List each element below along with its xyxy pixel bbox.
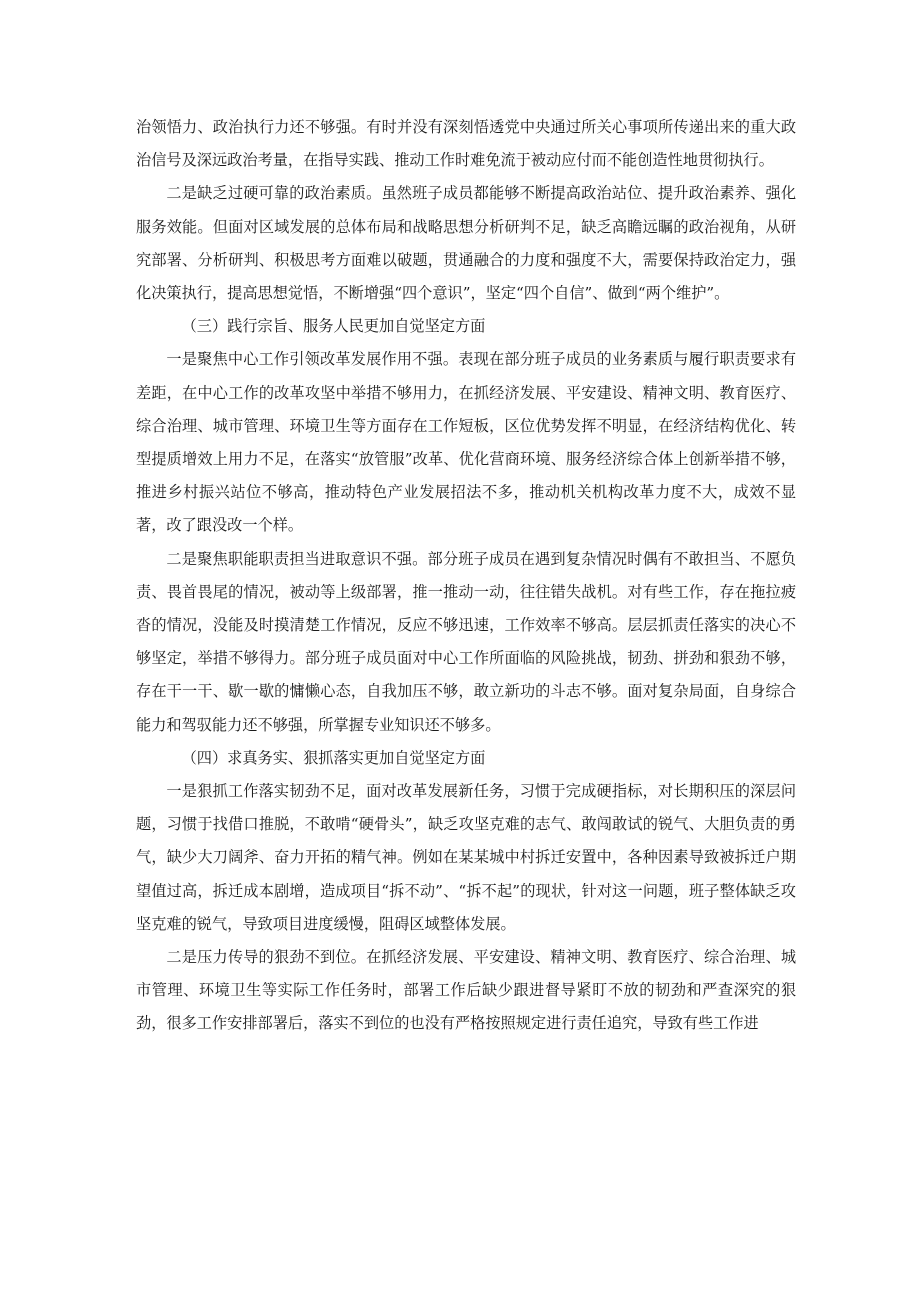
document-body [136,111,796,1041]
paragraph-continued: 治领悟力、政治执行力还不够强。有时并没有深刻悟透党中央通过所关心事项所传递出来的重大政治信号及深远政治考量，在指导实践、推动工作时难免流于被动应付而不能创造性地贯彻执行。 [136,118,796,170]
paragraph-responsibility: 二是聚焦职能职责担当进取意识不强。部分班子成员在遇到复杂情况时偶有不敢担当、不愿负责、畏首畏尾的情况，被动等上级部署，推一推动一动，往往错失战机。对有些工作，存在拖拉疲沓的情况，没能及时摸清楚工作情况，反应不够迅速，工作效率不够高。层层抓责任落实的决心不够坚定，举措不够得力。部分班子成员面对中心工作所面临的风险挑战，韧劲、拼劲和狠劲不够，存在干一干、歇一歇的慵懒心态，自我加压不够，敢立新功的斗志不够。面对复杂局面，自身综合能力和驾驭能力还不够强，所掌握专业知识还不够多。 [136,549,796,734]
paragraph-reform-focus: 一是聚焦中心工作引领改革发展作用不强。表现在部分班子成员的业务素质与履行职责要求有差距，在中心工作的改革攻坚中举措不够用力，在抓经济发展、平安建设、精神文明、教育医疗、综合治理、城市管理、环境卫生等方面存在工作短板，区位优势发挥不明显，在经济结构优化、转型提质增效上用力不足，在落实“放管服”改革、优化营商环境、服务经济综合体上创新举措不够，推进乡村振兴站位不够高，推动特色产业发展招法不多，推动机关机构改革力度不大，成效不显著，改了跟没改一个样。 [136,350,796,535]
paragraph-political-quality: 二是缺乏过硬可靠的政治素质。虽然班子成员都能够不断提高政治站位、提升政治素养、强化服务效能。但面对区域发展的总体布局和战略思想分析研判不足，缺乏高瞻远瞩的政治视角，从研究部署、分析研判、积极思考方面难以破题，贯通融合的力度和强度不大，需要保持政治定力，强化决策执行，提高思想觉悟，不断增强“四个意识”，坚定“四个自信”、做到“两个维护”。 [136,184,796,303]
paragraph-pressure: 二是压力传导的狠劲不到位。在抓经济发展、平安建设、精神文明、教育医疗、综合治理、城市管理、环境卫生等实际工作任务时，部署工作后缺少跟进督导紧盯不放的韧劲和严查深究的狠劲，很多工作安排部署后，落实不到位的也没有严格按照规定进行责任追究，导致有些工作进 [136,948,796,1033]
paragraph-implementation: 一是狠抓工作落实韧劲不足，面对改革发展新任务，习惯于完成硬指标，对长期积压的深层问题，习惯于找借口推脱，不敢啃“硬骨头”，缺乏攻坚克难的志气、敢闯敢试的锐气、大胆负责的勇气，缺少大刀阔斧、奋力开拓的精气神。例如在某某城中村拆迁安置中，各种因素导致被拆迁户期望值过高，拆迁成本剧增，造成项目“拆不动”、“拆不起”的现状，针对这一问题，班子整体缺乏攻坚克难的锐气，导致项目进度缓慢，阻碍区域整体发展。 [136,782,796,933]
section-heading-3: （三）践行宗旨、服务人民更加自觉坚定方面 [181,317,486,336]
section-heading-4: （四）求真务实、狠抓落实更加自觉坚定方面 [181,748,486,767]
